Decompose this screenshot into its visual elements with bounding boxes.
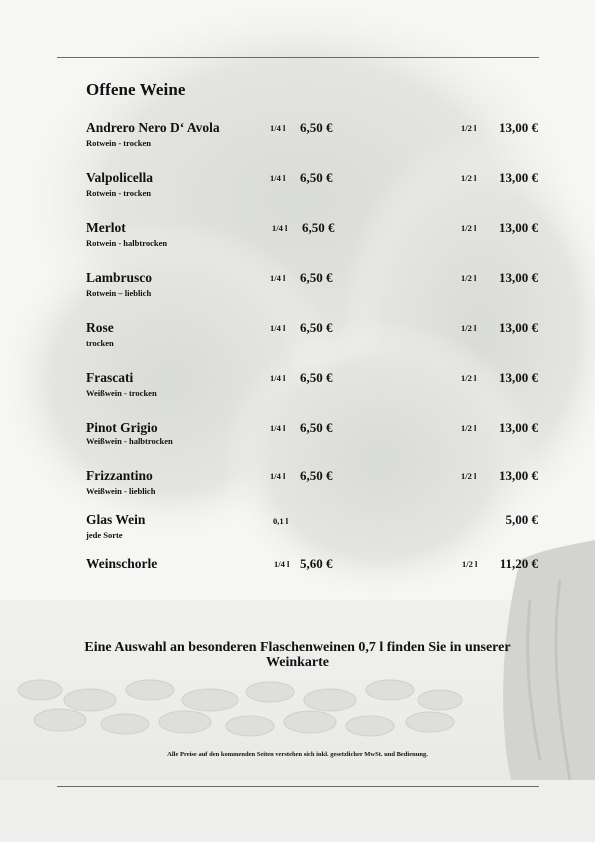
wine-name: Pinot Grigio	[86, 420, 158, 435]
glass-volume-label: 0,1 l	[273, 516, 289, 526]
wine-row-andrero	[0, 120, 595, 150]
half-liter-price: 13,00 €	[499, 420, 538, 435]
half-liter-label: 1/2 l	[461, 323, 477, 333]
quarter-liter-label: 1/4 l	[272, 223, 288, 233]
half-liter-label: 1/2 l	[461, 123, 477, 133]
wine-name: Weinschorle	[86, 556, 158, 571]
half-liter-label: 1/2 l	[461, 471, 477, 481]
quarter-liter-price: 6,50 €	[300, 120, 333, 135]
half-liter-price: 13,00 €	[499, 468, 538, 483]
bottom-divider	[57, 786, 539, 787]
quarter-liter-label: 1/4 l	[270, 323, 286, 333]
half-liter-label: 1/2 l	[461, 173, 477, 183]
half-liter-price: 13,00 €	[499, 370, 538, 385]
wine-description: jede Sorte	[86, 530, 123, 540]
wine-name: Lambrusco	[86, 270, 153, 285]
wine-description: Weißwein - trocken	[86, 388, 157, 398]
wine-row-frascati	[0, 370, 595, 400]
top-divider	[57, 57, 539, 58]
wine-row-frizzantino	[0, 468, 595, 498]
wine-name: Valpolicella	[86, 170, 154, 185]
quarter-liter-price: 6,50 €	[300, 468, 333, 483]
glass-price: 5,00 €	[505, 512, 538, 527]
wine-row-pinot-grigio	[0, 420, 595, 450]
quarter-liter-label: 1/4 l	[270, 273, 286, 283]
wine-name: Rose	[86, 320, 114, 335]
wine-description: Rotwein - trocken	[86, 188, 151, 198]
wine-description: Rotwein - trocken	[86, 138, 151, 148]
wine-row-valpolicella	[0, 170, 595, 200]
wine-name: Frascati	[86, 370, 134, 385]
quarter-liter-label: 1/4 l	[270, 123, 286, 133]
quarter-liter-price: 6,50 €	[300, 420, 333, 435]
wine-row-glas-wein	[0, 512, 595, 542]
quarter-liter-label: 1/4 l	[270, 471, 286, 481]
half-liter-price: 13,00 €	[499, 220, 538, 235]
half-liter-label: 1/2 l	[461, 223, 477, 233]
section-title: Offene Weine	[86, 80, 186, 99]
wine-row-rose	[0, 320, 595, 350]
half-liter-price: 11,20 €	[499, 556, 538, 571]
half-liter-label: 1/2 l	[461, 273, 477, 283]
quarter-liter-price: 6,50 €	[300, 170, 333, 185]
bottle-wine-notice: Eine Auswahl an besonderen Flaschenweinen 0,7 l finden Sie in unserer Weinkarte	[84, 640, 511, 670]
wine-name: Frizzantino	[86, 468, 153, 483]
wine-name: Merlot	[86, 220, 126, 235]
price-footnote: Alle Preise auf den kommenden Seiten verstehen sich inkl. gesetzlicher MwSt. und Bedienung.	[167, 751, 428, 758]
quarter-liter-price: 6,50 €	[300, 270, 333, 285]
quarter-liter-price: 6,50 €	[300, 370, 333, 385]
half-liter-price: 13,00 €	[499, 320, 538, 335]
wine-description: trocken	[86, 338, 114, 348]
half-liter-price: 13,00 €	[499, 170, 538, 185]
wine-row-weinschorle	[0, 556, 595, 586]
half-liter-label: 1/2 l	[461, 373, 477, 383]
wine-name: Andrero Nero D‘ Avola	[86, 120, 220, 135]
wine-description: Weißwein - lieblich	[86, 486, 156, 496]
quarter-liter-label: 1/4 l	[270, 173, 286, 183]
wine-row-lambrusco	[0, 270, 595, 300]
wine-description: Rotwein – lieblich	[86, 288, 152, 298]
quarter-liter-price: 6,50 €	[302, 220, 335, 235]
quarter-liter-label: 1/4 l	[270, 373, 286, 383]
wine-description: Rotwein - halbtrocken	[86, 238, 168, 248]
wine-name: Glas Wein	[86, 512, 146, 527]
wine-description: Weißwein - halbtrocken	[86, 436, 173, 446]
half-liter-label: 1/2 l	[461, 423, 477, 433]
wine-row-merlot	[0, 220, 595, 250]
quarter-liter-label: 1/4 l	[270, 423, 286, 433]
half-liter-price: 13,00 €	[499, 120, 538, 135]
half-liter-label: 1/2 l	[462, 559, 478, 569]
half-liter-price: 13,00 €	[499, 270, 538, 285]
quarter-liter-price: 5,60 €	[300, 556, 333, 571]
quarter-liter-price: 6,50 €	[300, 320, 333, 335]
quarter-liter-label: 1/4 l	[274, 559, 290, 569]
